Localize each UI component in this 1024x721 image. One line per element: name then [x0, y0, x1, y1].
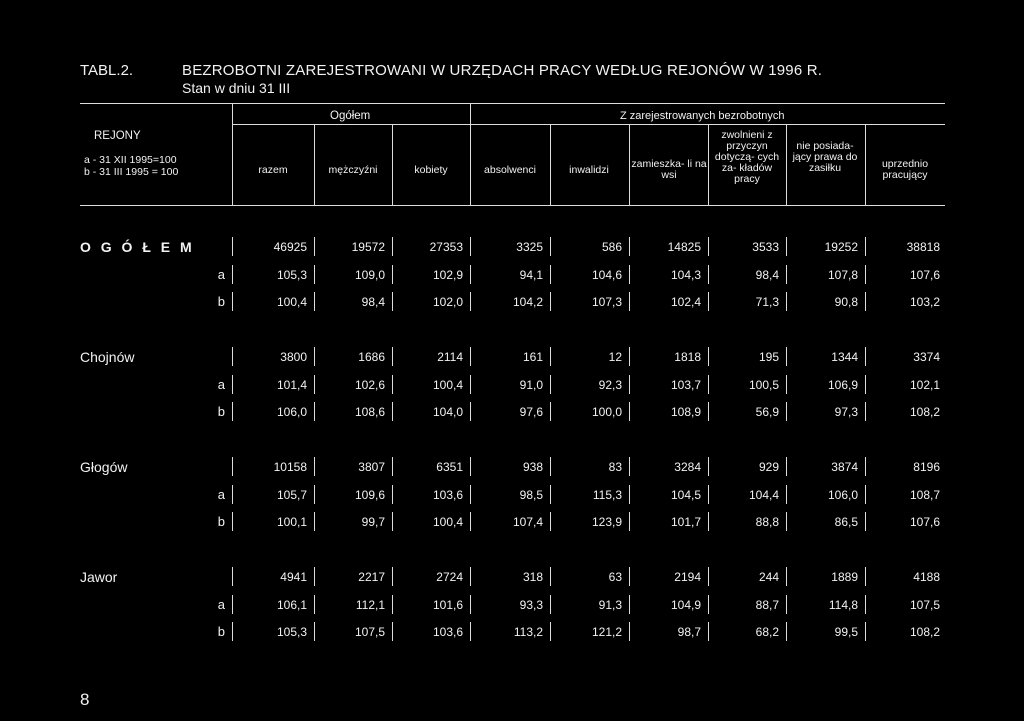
table-cell: 104,3 — [670, 267, 701, 282]
row-divider — [232, 595, 233, 614]
table-cell: 71,3 — [755, 295, 779, 309]
column-header: inwalidzi — [569, 164, 609, 176]
row-divider — [786, 512, 787, 531]
row-divider — [470, 402, 471, 421]
row-divider — [550, 595, 551, 614]
header-bottom-rule — [80, 205, 945, 206]
row-divider — [550, 375, 551, 394]
table-cell: 91,0 — [519, 377, 543, 392]
row-divider — [786, 457, 787, 476]
table-cell: 102,0 — [432, 295, 463, 309]
row-divider — [550, 512, 551, 531]
row-divider — [470, 237, 471, 256]
column-header: uprzednio pracujący — [881, 158, 929, 181]
row-divider — [786, 237, 787, 256]
row-divider — [629, 237, 630, 256]
row-divider — [629, 567, 630, 586]
table-cell: 100,0 — [591, 405, 622, 419]
row-divider — [786, 347, 787, 366]
group-ogolem: Ogółem — [330, 110, 371, 122]
table-cell: 92,3 — [598, 377, 622, 392]
header-top-rule — [80, 103, 945, 104]
table-cell: 115,3 — [592, 487, 622, 502]
rejony-legend-a: a - 31 XII 1995=100 — [84, 154, 177, 166]
table-cell: 586 — [601, 240, 622, 254]
table-cell: 1889 — [831, 570, 858, 584]
table-cell: 106,0 — [276, 405, 307, 419]
table-cell: 88,8 — [755, 515, 779, 529]
row-divider — [786, 622, 787, 641]
row-divider — [865, 485, 866, 504]
table-cell: 6351 — [436, 460, 463, 474]
table-cell: 123,9 — [591, 515, 622, 529]
table-cell: 2114 — [437, 350, 463, 364]
table-cell: 195 — [758, 350, 779, 364]
row-divider — [629, 595, 630, 614]
row-divider — [470, 292, 471, 311]
row-divider — [550, 567, 551, 586]
column-header: absolwenci — [484, 164, 536, 176]
table-cell: 107,5 — [354, 625, 385, 639]
table-cell: 98,4 — [755, 267, 779, 282]
table-title: BEZROBOTNI ZAREJESTROWANI W URZĘDACH PRACY WEDŁUG REJONÓW W 1996 R. — [182, 62, 823, 79]
row-label: a — [217, 266, 225, 282]
table-cell: 101,6 — [432, 597, 463, 612]
row-divider — [865, 622, 866, 641]
table-cell: 100,4 — [276, 295, 307, 309]
row-divider — [470, 457, 471, 476]
table-cell: 14825 — [667, 240, 701, 254]
row-divider — [232, 292, 233, 311]
table-cell: 929 — [758, 460, 779, 474]
column-header: mężczyźni — [328, 164, 378, 176]
column-header: kobiety — [414, 164, 448, 176]
row-divider — [865, 567, 866, 586]
table-cell: 104,2 — [512, 295, 543, 309]
table-cell: 121,2 — [591, 625, 622, 639]
table-cell: 63 — [608, 570, 622, 584]
row-divider — [550, 292, 551, 311]
row-label: a — [217, 376, 225, 392]
table-cell: 19572 — [351, 240, 385, 254]
table-cell: 2217 — [358, 570, 385, 584]
column-header: zamieszka- li na wsi — [631, 158, 707, 181]
table-cell: 104,6 — [591, 267, 622, 282]
row-divider — [550, 402, 551, 421]
table-cell: 108,6 — [354, 405, 385, 419]
table-cell: 114,8 — [828, 597, 858, 612]
row-label: a — [217, 486, 225, 502]
row-divider — [550, 347, 551, 366]
row-divider — [629, 292, 630, 311]
table-cell: 103,2 — [909, 295, 940, 309]
region-name: Chojnów — [80, 349, 135, 365]
row-label: a — [217, 596, 225, 612]
row-label: b — [217, 624, 225, 639]
table-cell: 83 — [608, 460, 622, 474]
table-cell: 90,8 — [834, 295, 858, 309]
table-cell: 113,2 — [513, 625, 543, 639]
table-cell: 1344 — [831, 350, 858, 364]
table-cell: 1818 — [674, 350, 701, 364]
table-cell: 107,6 — [909, 267, 940, 282]
table-cell: 112,1 — [355, 597, 385, 612]
table-cell: 102,6 — [354, 377, 385, 392]
row-divider — [786, 567, 787, 586]
table-cell: 3284 — [674, 460, 701, 474]
column-header: zwolnieni z przyczyn dotyczą- cych za- kładów pracy — [714, 129, 780, 185]
table-cell: 98,7 — [677, 625, 701, 639]
table-cell: 3874 — [831, 460, 858, 474]
row-divider — [865, 237, 866, 256]
row-divider — [550, 622, 551, 641]
row-label: b — [217, 514, 225, 529]
row-divider — [550, 485, 551, 504]
row-divider — [786, 402, 787, 421]
table-cell: 3807 — [358, 460, 385, 474]
col-divider — [629, 125, 630, 205]
table-cell: 106,9 — [827, 377, 858, 392]
table-cell: 97,6 — [519, 405, 543, 419]
table-cell: 109,0 — [354, 267, 385, 282]
table-cell: 938 — [522, 460, 543, 474]
table-cell: 105,3 — [276, 267, 307, 282]
row-divider — [865, 595, 866, 614]
row-divider — [629, 457, 630, 476]
row-divider — [470, 622, 471, 641]
row-divider — [550, 457, 551, 476]
row-divider — [470, 375, 471, 394]
table-cell: 12 — [608, 350, 622, 364]
row-divider — [629, 347, 630, 366]
table-cell: 86,5 — [834, 515, 858, 529]
table-cell: 103,6 — [432, 487, 463, 502]
table-cell: 107,4 — [512, 515, 543, 529]
table-cell: 3800 — [280, 350, 307, 364]
row-divider — [629, 375, 630, 394]
table-cell: 102,4 — [670, 295, 701, 309]
row-divider — [786, 265, 787, 284]
table-cell: 108,9 — [670, 405, 701, 419]
region-name: Głogów — [80, 459, 128, 475]
row-divider — [865, 457, 866, 476]
table-cell: 107,5 — [909, 597, 940, 612]
table-cell: 99,7 — [361, 515, 385, 529]
row-divider — [232, 237, 233, 256]
row-divider — [232, 265, 233, 284]
table-cell: 102,9 — [432, 267, 463, 282]
table-cell: 107,8 — [827, 267, 858, 282]
row-divider — [786, 595, 787, 614]
table-cell: 46925 — [273, 240, 307, 254]
table-cell: 91,3 — [598, 597, 622, 612]
table-cell: 88,7 — [755, 597, 779, 612]
row-divider — [629, 265, 630, 284]
table-cell: 108,2 — [909, 405, 940, 419]
table-cell: 3325 — [516, 240, 543, 254]
row-label: b — [217, 294, 225, 309]
row-divider — [865, 512, 866, 531]
group-z-zarejestrowanych: Z zarejestrowanych bezrobotnych — [620, 110, 785, 122]
table-cell: 98,5 — [519, 487, 543, 502]
row-divider — [232, 567, 233, 586]
table-cell: 107,3 — [591, 295, 622, 309]
table-cell: 56,9 — [755, 405, 779, 419]
table-cell: 104,5 — [670, 487, 701, 502]
row-divider — [865, 292, 866, 311]
table-cell: 161 — [522, 350, 543, 364]
row-divider — [629, 512, 630, 531]
table-cell: 244 — [758, 570, 779, 584]
table-cell: 38818 — [906, 240, 940, 254]
table-cell: 104,4 — [748, 487, 779, 502]
table-cell: 101,4 — [276, 377, 307, 392]
table-cell: 97,3 — [834, 405, 858, 419]
table-cell: 100,1 — [276, 515, 307, 529]
col-divider — [470, 125, 471, 205]
table-cell: 10158 — [273, 460, 307, 474]
row-divider — [232, 402, 233, 421]
table-cell: 104,0 — [432, 405, 463, 419]
table-cell: 4941 — [280, 570, 307, 584]
table-cell: 105,3 — [276, 625, 307, 639]
row-divider — [629, 485, 630, 504]
table-cell: 102,1 — [909, 377, 940, 392]
table-cell: 106,0 — [827, 487, 858, 502]
row-divider — [232, 622, 233, 641]
table-cell: 104,9 — [670, 597, 701, 612]
table-cell: 103,6 — [432, 625, 463, 639]
row-divider — [786, 485, 787, 504]
row-divider — [550, 265, 551, 284]
table-cell: 100,4 — [432, 377, 463, 392]
col-divider — [470, 104, 471, 124]
table-cell: 93,3 — [519, 597, 543, 612]
row-divider — [629, 622, 630, 641]
row-divider — [865, 375, 866, 394]
table-cell: 107,6 — [909, 515, 940, 529]
table-number: TABL.2. — [80, 62, 134, 79]
row-divider — [865, 347, 866, 366]
table-cell: 99,5 — [834, 625, 858, 639]
table-cell: 106,1 — [276, 597, 307, 612]
row-divider — [232, 347, 233, 366]
table-cell: 105,7 — [276, 487, 307, 502]
col-divider — [865, 125, 866, 205]
table-cell: 94,1 — [519, 267, 543, 282]
row-divider — [865, 265, 866, 284]
table-subtitle: Stan w dniu 31 III — [182, 80, 291, 96]
table-cell: 108,2 — [909, 625, 940, 639]
row-divider — [470, 265, 471, 284]
table-cell: 1686 — [358, 350, 385, 364]
table-cell: 3533 — [752, 240, 779, 254]
row-divider — [470, 347, 471, 366]
row-label: b — [217, 404, 225, 419]
row-divider — [232, 457, 233, 476]
table-cell: 4188 — [913, 570, 940, 584]
column-header: nie posiada- jący prawa do zasiłku — [792, 140, 858, 174]
table-cell: 2724 — [436, 570, 463, 584]
table-cell: 68,2 — [755, 625, 779, 639]
row-divider — [786, 375, 787, 394]
row-divider — [470, 485, 471, 504]
table-cell: 100,5 — [748, 377, 779, 392]
column-header: razem — [258, 164, 288, 176]
rejony-header: REJONY — [94, 130, 141, 142]
row-divider — [232, 375, 233, 394]
region-name: O G Ó Ł E M — [80, 239, 195, 255]
row-divider — [865, 402, 866, 421]
rejony-legend-b: b - 31 III 1995 = 100 — [84, 166, 179, 178]
page-number: 8 — [80, 690, 90, 709]
table-cell: 108,7 — [909, 487, 940, 502]
row-divider — [470, 512, 471, 531]
table-cell: 100,4 — [432, 515, 463, 529]
table-cell: 19252 — [824, 240, 858, 254]
table-cell: 318 — [522, 570, 543, 584]
table-cell: 103,7 — [670, 377, 701, 392]
row-divider — [629, 402, 630, 421]
row-divider — [470, 595, 471, 614]
table-cell: 27353 — [429, 240, 463, 254]
row-divider — [786, 292, 787, 311]
table-cell: 98,4 — [361, 295, 385, 309]
table-cell: 109,6 — [354, 487, 385, 502]
group-rule — [232, 124, 945, 125]
col-divider — [232, 104, 233, 205]
row-divider — [470, 567, 471, 586]
row-divider — [232, 512, 233, 531]
table-cell: 3374 — [913, 350, 940, 364]
table-cell: 8196 — [913, 460, 940, 474]
row-divider — [550, 237, 551, 256]
table-cell: 2194 — [674, 570, 701, 584]
table-cell: 101,7 — [670, 515, 701, 529]
region-name: Jawor — [80, 569, 118, 585]
row-divider — [232, 485, 233, 504]
